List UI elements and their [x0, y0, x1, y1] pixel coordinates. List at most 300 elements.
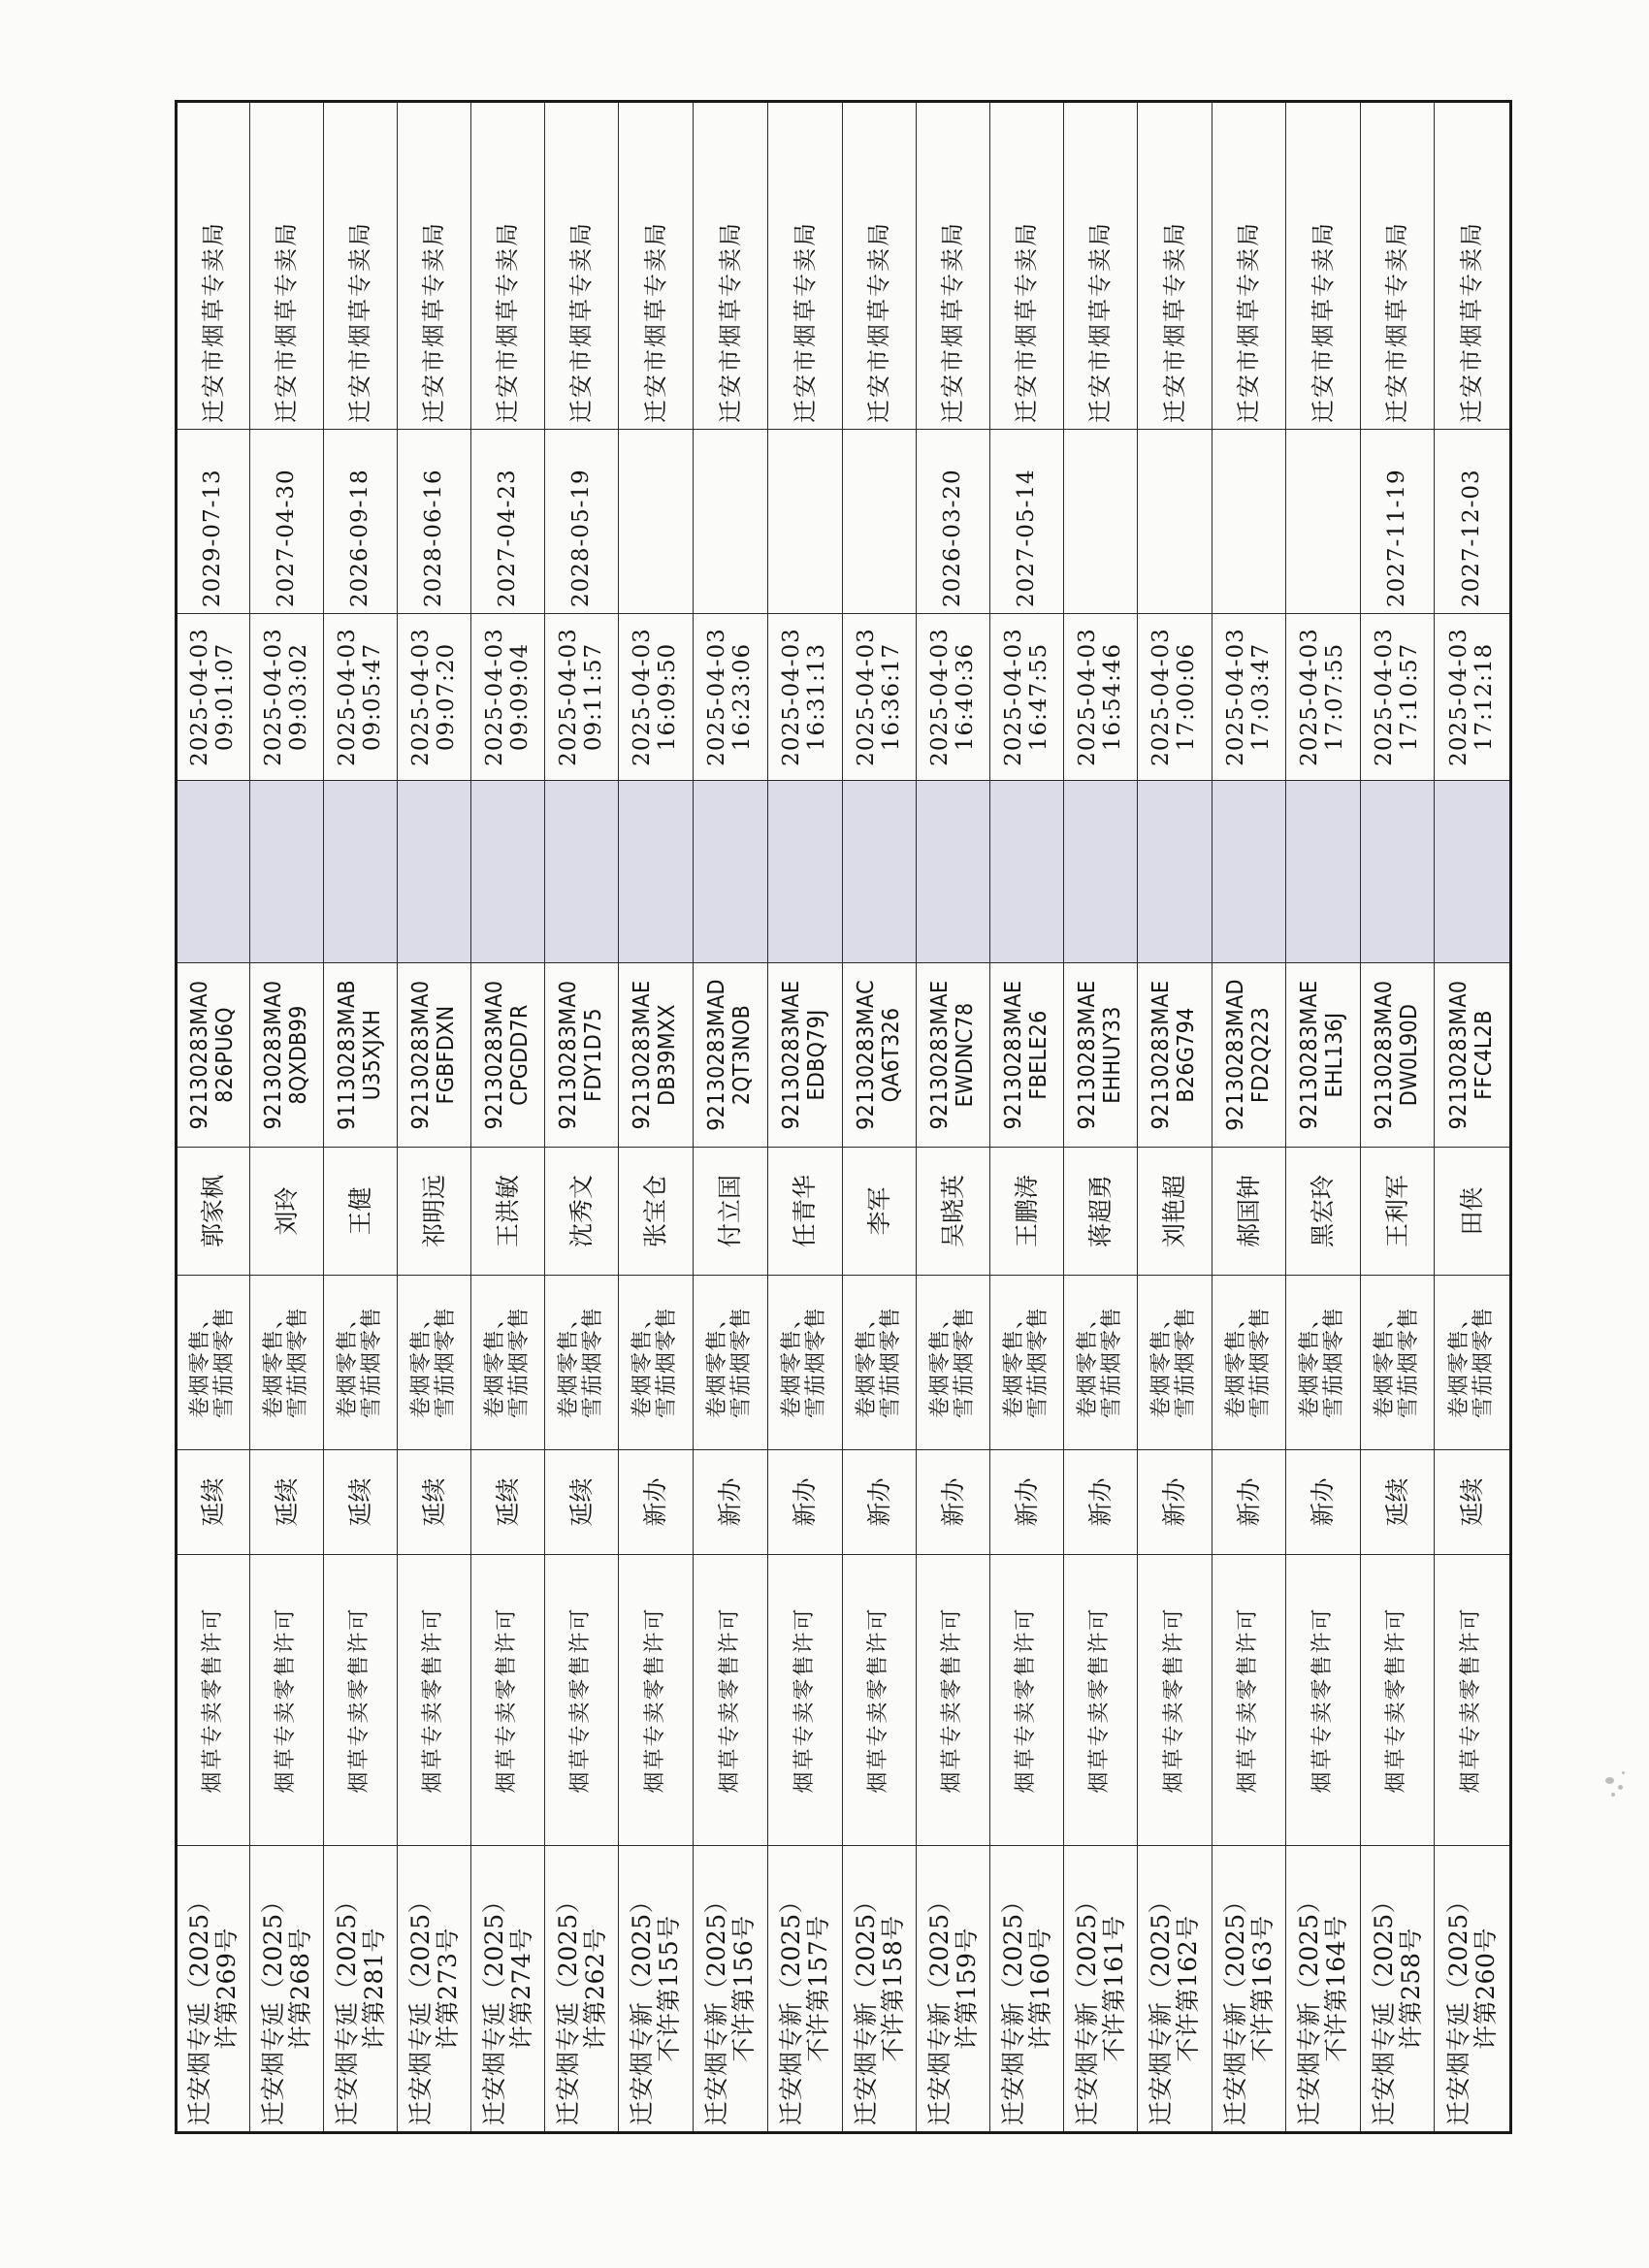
- holder-name-cell: [917, 1148, 990, 1276]
- blank-shaded-cell: [694, 781, 768, 963]
- business-scope-line1: 卷烟零售、: [335, 1307, 360, 1419]
- document-type-cell: [250, 1555, 324, 1846]
- document-type-text: 烟草专卖零售许可: [792, 1606, 817, 1794]
- holder-name-text: 郝国钟: [1234, 1175, 1263, 1248]
- permit-number-line1: 迁安烟专延（2025）: [1443, 1888, 1472, 2125]
- credit-code-line1: 92130283MAE: [1297, 980, 1323, 1130]
- permit-number-cell: [768, 1846, 843, 2133]
- document-type-text: 烟草专卖零售许可: [642, 1606, 667, 1794]
- issue-date-text: 2025-04-03: [853, 628, 879, 766]
- business-scope-cell: [768, 1276, 843, 1450]
- permit-number-cell: [1286, 1846, 1361, 2133]
- business-scope-line1: 卷烟零售、: [927, 1307, 953, 1419]
- credit-code-line2: DB39MXX: [655, 1004, 680, 1106]
- permit-number-line2: 不许第158号: [878, 1915, 907, 2062]
- permit-number-line2: 不许第162号: [1174, 1915, 1202, 2062]
- issue-datetime-cell: [1286, 614, 1361, 781]
- permit-number-line1: 迁安烟专新（2025）: [1295, 1888, 1323, 2125]
- credit-code-line1: 92130283MA0: [555, 980, 581, 1130]
- document-type-cell: [398, 1555, 471, 1846]
- credit-code-line2: EDBQ79J: [804, 1009, 829, 1101]
- issue-date-text: 2025-04-03: [1148, 628, 1175, 766]
- credit-code-cell: [990, 963, 1064, 1148]
- business-scope-cell: [843, 1276, 917, 1450]
- action-type-cell: [843, 1450, 917, 1555]
- action-type-cell: [917, 1450, 990, 1555]
- issue-time-text: 17:07:55: [1322, 642, 1347, 752]
- document-type-cell: [917, 1555, 990, 1846]
- document-type-text: 烟草专卖零售许可: [347, 1606, 372, 1794]
- holder-name-cell: [545, 1148, 619, 1276]
- blank-shaded-cell: [250, 781, 324, 963]
- permit-number-line1: 迁安烟专延（2025）: [185, 1888, 213, 2125]
- credit-code-line1: 92130283MA0: [407, 980, 434, 1130]
- issuing-authority-text: 迁安市烟草专卖局: [346, 221, 374, 423]
- issue-datetime-cell: [250, 614, 324, 781]
- action-type-text: 延续: [1457, 1477, 1486, 1527]
- expiry-date-cell: [768, 430, 843, 614]
- permit-number-line1: 迁安烟专延（2025）: [553, 1888, 582, 2125]
- permit-number-line1: 迁安烟专新（2025）: [998, 1888, 1027, 2125]
- issuing-authority-text: 迁安市烟草专卖局: [567, 221, 596, 423]
- issue-date-text: 2025-04-03: [1000, 628, 1026, 766]
- holder-name-cell: [843, 1148, 917, 1276]
- credit-code-cell: [917, 963, 990, 1148]
- credit-code-line2: FD2Q223: [1247, 1007, 1274, 1103]
- holder-name-cell: [250, 1148, 324, 1276]
- business-scope-line2: 雪茄烟零售: [433, 1307, 458, 1419]
- scan-speck: [1611, 1793, 1615, 1797]
- issue-date-text: 2025-04-03: [630, 628, 656, 766]
- credit-code-cell: [1064, 963, 1138, 1148]
- permit-number-line2: 不许第156号: [729, 1915, 758, 2062]
- holder-name-text: 李军: [864, 1186, 893, 1236]
- business-scope-cell: [471, 1276, 545, 1450]
- issue-date-text: 2025-04-03: [187, 628, 213, 766]
- permit-number-line1: 迁安烟专延（2025）: [1369, 1888, 1398, 2125]
- holder-name-cell: [768, 1148, 843, 1276]
- issue-datetime-cell: [1212, 614, 1286, 781]
- credit-code-line2: FBELE26: [1025, 1010, 1051, 1100]
- permit-number-cell: [471, 1846, 545, 2133]
- credit-code-cell: [1138, 963, 1212, 1148]
- permit-number-cell: [1064, 1846, 1138, 2133]
- issue-time-text: 16:36:17: [878, 642, 904, 752]
- permit-number-line2: 不许第157号: [804, 1915, 832, 2062]
- action-type-cell: [768, 1450, 843, 1555]
- action-type-text: 延续: [199, 1477, 227, 1527]
- issuing-authority-cell: [1435, 102, 1511, 430]
- holder-name-text: 王鹏涛: [1012, 1175, 1041, 1248]
- issue-date-text: 2025-04-03: [926, 628, 953, 766]
- action-type-text: 新办: [1234, 1477, 1263, 1527]
- credit-code-cell: [177, 963, 250, 1148]
- credit-code-line2: EWDNC78: [952, 1002, 978, 1108]
- permit-number-line1: 迁安烟专新（2025）: [1072, 1888, 1101, 2125]
- holder-name-text: 王利军: [1382, 1175, 1411, 1248]
- issue-date-text: 2025-04-03: [704, 628, 730, 766]
- business-scope-line2: 雪茄烟零售: [212, 1307, 237, 1419]
- issue-time-text: 09:11:57: [580, 642, 606, 752]
- expiry-date-cell: [324, 430, 398, 614]
- credit-code-line1: 92130283MAE: [926, 980, 953, 1130]
- credit-code-line1: 92130283MA0: [481, 980, 507, 1130]
- permit-number-line1: 迁安烟专新（2025）: [1147, 1888, 1175, 2125]
- business-scope-cell: [250, 1276, 324, 1450]
- table-row: [545, 102, 619, 2133]
- permit-number-line2: 许第273号: [433, 1928, 462, 2050]
- issue-time-text: 17:00:06: [1174, 642, 1199, 752]
- issue-date-text: 2025-04-03: [334, 628, 360, 766]
- business-scope-cell: [917, 1276, 990, 1450]
- credit-code-line2: 8QXDB99: [285, 1005, 311, 1105]
- blank-shaded-cell: [768, 781, 843, 963]
- holder-name-text: 刘玲: [272, 1186, 301, 1236]
- business-scope-line1: 卷烟零售、: [705, 1307, 730, 1419]
- holder-name-cell: [1138, 1148, 1212, 1276]
- expiry-date-text: 2026-09-18: [346, 469, 372, 607]
- business-scope-cell: [1064, 1276, 1138, 1450]
- issue-time-text: 16:40:36: [952, 642, 978, 752]
- credit-code-line2: FGBFDXN: [433, 1005, 459, 1105]
- holder-name-cell: [990, 1148, 1064, 1276]
- permit-number-line2: 许第269号: [212, 1928, 241, 2050]
- issue-time-text: 16:47:55: [1025, 642, 1051, 752]
- credit-code-cell: [324, 963, 398, 1148]
- credit-code-line2: EHHUY33: [1099, 1006, 1125, 1104]
- action-type-text: 新办: [1012, 1477, 1041, 1527]
- issue-time-text: 09:05:47: [359, 642, 385, 752]
- issuing-authority-cell: [694, 102, 768, 430]
- document-type-cell: [694, 1555, 768, 1846]
- blank-shaded-cell: [990, 781, 1064, 963]
- action-type-cell: [619, 1450, 694, 1555]
- permit-number-line2: 不许第155号: [655, 1915, 683, 2062]
- issuing-authority-text: 迁安市烟草专卖局: [199, 221, 227, 423]
- permit-number-line2: 许第281号: [359, 1928, 388, 2050]
- issuing-authority-text: 迁安市烟草专卖局: [420, 221, 448, 423]
- issuing-authority-cell: [471, 102, 545, 430]
- scan-speck: [1618, 1785, 1623, 1790]
- issue-datetime-cell: [1138, 614, 1212, 781]
- issue-date-text: 2025-04-03: [481, 628, 507, 766]
- business-scope-line2: 雪茄烟零售: [506, 1307, 532, 1419]
- expiry-date-cell: [1361, 430, 1435, 614]
- issuing-authority-cell: [398, 102, 471, 430]
- permit-number-cell: [177, 1846, 250, 2133]
- table-row: [1138, 102, 1212, 2133]
- credit-code-cell: [545, 963, 619, 1148]
- business-scope-line2: 雪茄烟零售: [655, 1307, 679, 1419]
- business-scope-line1: 卷烟零售、: [482, 1307, 507, 1419]
- document-type-cell: [1138, 1555, 1212, 1846]
- table-row: [1435, 102, 1511, 2133]
- issue-datetime-cell: [694, 614, 768, 781]
- credit-code-line2: FDY1D75: [580, 1008, 606, 1102]
- credit-code-line1: 92130283MA0: [187, 980, 213, 1130]
- blank-shaded-cell: [545, 781, 619, 963]
- holder-name-text: 王健: [345, 1186, 374, 1236]
- holder-name-text: 王洪敏: [493, 1175, 522, 1248]
- issue-date-text: 2025-04-03: [779, 628, 805, 766]
- credit-code-line2: 2QT3NOB: [729, 1004, 755, 1106]
- business-scope-cell: [619, 1276, 694, 1450]
- issuing-authority-cell: [1138, 102, 1212, 430]
- credit-code-line2: B26G794: [1174, 1007, 1199, 1103]
- table-row: [250, 102, 324, 2133]
- permit-number-line2: 许第260号: [1471, 1928, 1500, 2050]
- permit-number-line2: 许第274号: [506, 1928, 535, 2050]
- permit-number-line2: 许第268号: [285, 1928, 314, 2050]
- table-row: [1361, 102, 1435, 2133]
- expiry-date-cell: [177, 430, 250, 614]
- issue-time-text: 16:31:13: [804, 642, 829, 752]
- business-scope-line1: 卷烟零售、: [556, 1307, 581, 1419]
- document-type-cell: [1361, 1555, 1435, 1846]
- holder-name-text: 郭家枫: [199, 1175, 227, 1248]
- issuing-authority-text: 迁安市烟草专卖局: [1309, 221, 1337, 423]
- permit-number-line1: 迁安烟专延（2025）: [332, 1888, 361, 2125]
- holder-name-text: 任青华: [791, 1175, 819, 1248]
- blank-shaded-cell: [324, 781, 398, 963]
- blank-shaded-cell: [177, 781, 250, 963]
- table-row: [694, 102, 768, 2133]
- action-type-text: 延续: [419, 1477, 448, 1527]
- issuing-authority-cell: [990, 102, 1064, 430]
- permit-number-line1: 迁安烟专新（2025）: [777, 1888, 805, 2125]
- issue-time-text: 09:07:20: [433, 642, 459, 752]
- credit-code-line1: 92130283MAE: [1000, 980, 1026, 1130]
- blank-shaded-cell: [619, 781, 694, 963]
- scan-speck: [1622, 1771, 1625, 1774]
- document-type-text: 烟草专卖零售许可: [1014, 1606, 1039, 1794]
- issue-datetime-cell: [768, 614, 843, 781]
- credit-code-cell: [471, 963, 545, 1148]
- credit-code-line2: FFC4L2B: [1471, 1010, 1497, 1100]
- document-type-text: 烟草专卖零售许可: [940, 1606, 965, 1794]
- action-type-text: 延续: [345, 1477, 374, 1527]
- document-type-cell: [324, 1555, 398, 1846]
- table-row: [324, 102, 398, 2133]
- business-scope-line2: 雪茄烟零售: [1099, 1307, 1124, 1419]
- permit-number-cell: [1435, 1846, 1511, 2133]
- issue-datetime-cell: [990, 614, 1064, 781]
- issue-date-text: 2025-04-03: [260, 628, 286, 766]
- rotated-table-container: [175, 103, 1508, 2134]
- action-type-cell: [471, 1450, 545, 1555]
- expiry-date-cell: [1435, 430, 1511, 614]
- holder-name-cell: [177, 1148, 250, 1276]
- permit-table: [175, 100, 1512, 2134]
- blank-shaded-cell: [1286, 781, 1361, 963]
- action-type-text: 新办: [716, 1477, 744, 1527]
- document-type-cell: [545, 1555, 619, 1846]
- credit-code-line2: DW0L90D: [1396, 1003, 1422, 1107]
- business-scope-cell: [1286, 1276, 1361, 1450]
- business-scope-line2: 雪茄烟零售: [1025, 1307, 1051, 1419]
- action-type-cell: [1435, 1450, 1511, 1555]
- issue-datetime-cell: [843, 614, 917, 781]
- document-type-cell: [990, 1555, 1064, 1846]
- issue-datetime-cell: [1064, 614, 1138, 781]
- issue-date-text: 2025-04-03: [1445, 628, 1471, 766]
- document-type-text: 烟草专卖零售许可: [1459, 1606, 1484, 1794]
- business-scope-line1: 卷烟零售、: [1372, 1307, 1397, 1419]
- document-type-cell: [1212, 1555, 1286, 1846]
- issuing-authority-cell: [177, 102, 250, 430]
- action-type-text: 新办: [791, 1477, 819, 1527]
- credit-code-line2: QA6T326: [878, 1007, 904, 1103]
- business-scope-line1: 卷烟零售、: [408, 1307, 434, 1419]
- issue-date-text: 2025-04-03: [555, 628, 581, 766]
- action-type-cell: [398, 1450, 471, 1555]
- action-type-text: 新办: [1085, 1477, 1115, 1527]
- credit-code-cell: [1286, 963, 1361, 1148]
- blank-shaded-cell: [1064, 781, 1138, 963]
- issue-datetime-cell: [398, 614, 471, 781]
- holder-name-text: 祁明远: [419, 1175, 448, 1248]
- expiry-date-cell: [1286, 430, 1361, 614]
- issue-datetime-cell: [1435, 614, 1511, 781]
- action-type-cell: [324, 1450, 398, 1555]
- business-scope-line2: 雪茄烟零售: [1174, 1307, 1198, 1419]
- blank-shaded-cell: [1435, 781, 1511, 963]
- issue-date-text: 2025-04-03: [407, 628, 434, 766]
- action-type-text: 延续: [1382, 1477, 1411, 1527]
- credit-code-line2: CPGDD7R: [506, 1004, 533, 1106]
- issuing-authority-text: 迁安市烟草专卖局: [939, 221, 967, 423]
- holder-name-text: 张宝仓: [641, 1175, 669, 1248]
- permit-table-body: [177, 102, 1511, 2133]
- business-scope-line2: 雪茄烟零售: [729, 1307, 754, 1419]
- permit-number-line1: 迁安烟专新（2025）: [702, 1888, 730, 2125]
- table-row: [768, 102, 843, 2133]
- blank-shaded-cell: [1361, 781, 1435, 963]
- permit-number-line2: 许第159号: [952, 1928, 981, 2050]
- expiry-date-text: 2027-05-14: [1013, 469, 1039, 607]
- blank-shaded-cell: [843, 781, 917, 963]
- business-scope-line1: 卷烟零售、: [1149, 1307, 1175, 1419]
- table-row: [990, 102, 1064, 2133]
- action-type-text: 延续: [272, 1477, 301, 1527]
- document-type-text: 烟草专卖零售许可: [1310, 1606, 1335, 1794]
- issuing-authority-cell: [1361, 102, 1435, 430]
- issue-time-text: 16:09:50: [655, 642, 680, 752]
- expiry-date-cell: [545, 430, 619, 614]
- expiry-date-text: 2027-12-03: [1458, 469, 1484, 607]
- issue-datetime-cell: [545, 614, 619, 781]
- expiry-date-text: 2027-11-19: [1383, 469, 1409, 607]
- permit-number-cell: [1212, 1846, 1286, 2133]
- table-row: [177, 102, 250, 2133]
- document-type-cell: [177, 1555, 250, 1846]
- action-type-cell: [545, 1450, 619, 1555]
- issuing-authority-text: 迁安市烟草专卖局: [716, 221, 744, 423]
- credit-code-cell: [768, 963, 843, 1148]
- permit-number-line2: 许第262号: [580, 1928, 609, 2050]
- credit-code-line1: 92130283MAD: [704, 979, 730, 1131]
- holder-name-cell: [398, 1148, 471, 1276]
- issuing-authority-cell: [1286, 102, 1361, 430]
- holder-name-cell: [1361, 1148, 1435, 1276]
- blank-shaded-cell: [471, 781, 545, 963]
- business-scope-cell: [545, 1276, 619, 1450]
- business-scope-cell: [1361, 1276, 1435, 1450]
- credit-code-line1: 92130283MAE: [630, 980, 656, 1130]
- credit-code-cell: [619, 963, 694, 1148]
- document-type-cell: [471, 1555, 545, 1846]
- issue-date-text: 2025-04-03: [1074, 628, 1100, 766]
- permit-number-line1: 迁安烟专新（2025）: [851, 1888, 880, 2125]
- permit-number-line1: 迁安烟专新（2025）: [628, 1888, 656, 2125]
- action-type-text: 新办: [1309, 1477, 1337, 1527]
- issuing-authority-text: 迁安市烟草专卖局: [865, 221, 893, 423]
- permit-number-cell: [1138, 1846, 1212, 2133]
- expiry-date-cell: [619, 430, 694, 614]
- document-type-text: 烟草专卖零售许可: [200, 1606, 225, 1794]
- credit-code-cell: [398, 963, 471, 1148]
- holder-name-text: 吴晓英: [938, 1175, 967, 1248]
- action-type-cell: [177, 1450, 250, 1555]
- permit-number-line2: 许第160号: [1025, 1928, 1054, 2050]
- document-type-cell: [619, 1555, 694, 1846]
- credit-code-line1: 92130283MA0: [260, 980, 286, 1130]
- permit-number-line2: 不许第161号: [1099, 1915, 1128, 2062]
- issue-datetime-cell: [471, 614, 545, 781]
- action-type-text: 新办: [864, 1477, 893, 1527]
- permit-number-cell: [843, 1846, 917, 2133]
- expiry-date-text: 2027-04-30: [273, 469, 299, 607]
- business-scope-line1: 卷烟零售、: [854, 1307, 879, 1419]
- document-type-cell: [843, 1555, 917, 1846]
- issue-datetime-cell: [177, 614, 250, 781]
- credit-code-cell: [250, 963, 324, 1148]
- table-row: [917, 102, 990, 2133]
- blank-shaded-cell: [398, 781, 471, 963]
- expiry-date-cell: [1212, 430, 1286, 614]
- holder-name-text: 付立国: [716, 1175, 744, 1248]
- business-scope-line2: 雪茄烟零售: [952, 1307, 977, 1419]
- issuing-authority-text: 迁安市烟草专卖局: [791, 221, 819, 423]
- credit-code-cell: [843, 963, 917, 1148]
- issuing-authority-text: 迁安市烟草专卖局: [1458, 221, 1486, 423]
- document-type-text: 烟草专卖零售许可: [274, 1606, 299, 1794]
- issue-date-text: 2025-04-03: [1222, 628, 1248, 766]
- issuing-authority-cell: [917, 102, 990, 430]
- permit-number-line1: 迁安烟专延（2025）: [258, 1888, 287, 2125]
- expiry-date-cell: [398, 430, 471, 614]
- expiry-date-cell: [1138, 430, 1212, 614]
- document-type-text: 烟草专卖零售许可: [1161, 1606, 1186, 1794]
- document-type-cell: [1286, 1555, 1361, 1846]
- issuing-authority-text: 迁安市烟草专卖局: [494, 221, 522, 423]
- permit-number-cell: [250, 1846, 324, 2133]
- credit-code-cell: [1435, 963, 1511, 1148]
- credit-code-line1: 92130283MAC: [853, 980, 879, 1130]
- issuing-authority-cell: [619, 102, 694, 430]
- credit-code-line2: 826PU6Q: [212, 1007, 238, 1103]
- table-row: [1212, 102, 1286, 2133]
- expiry-date-cell: [471, 430, 545, 614]
- issuing-authority-text: 迁安市烟草专卖局: [1013, 221, 1041, 423]
- action-type-cell: [1064, 1450, 1138, 1555]
- table-row: [1286, 102, 1361, 2133]
- issuing-authority-cell: [1064, 102, 1138, 430]
- issue-time-text: 17:10:57: [1396, 642, 1422, 752]
- business-scope-line2: 雪茄烟零售: [1471, 1307, 1496, 1419]
- expiry-date-text: 2028-05-19: [567, 469, 594, 607]
- issuing-authority-cell: [545, 102, 619, 430]
